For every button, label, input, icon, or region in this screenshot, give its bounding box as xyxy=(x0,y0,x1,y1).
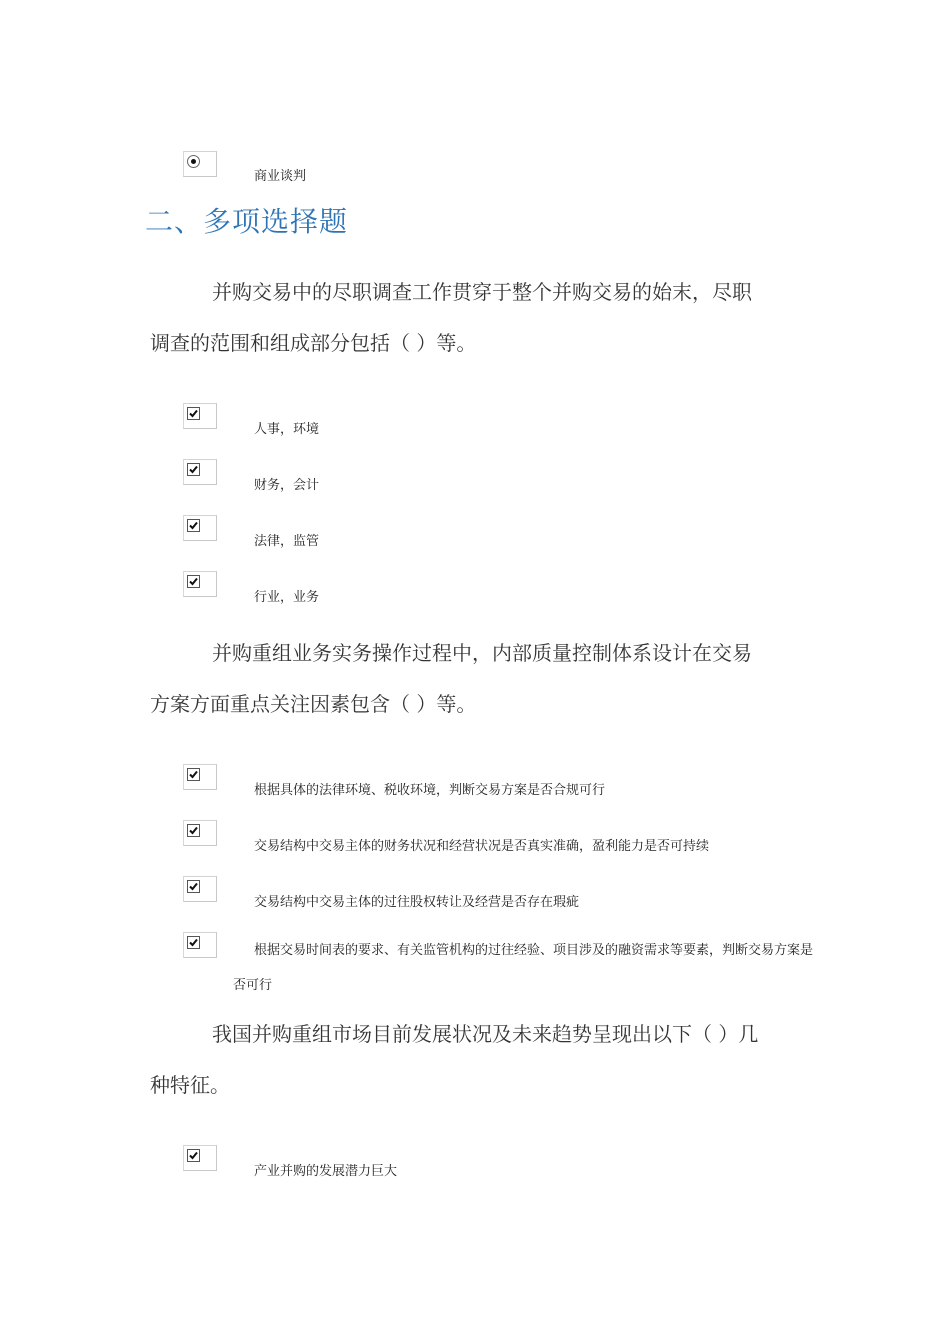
checkbox-checked-icon xyxy=(187,407,200,420)
checkbox-q1-opt4[interactable] xyxy=(183,571,217,597)
section-title: 二、多项选择题 xyxy=(145,205,349,238)
checkbox-q1-opt3[interactable] xyxy=(183,515,217,541)
option-label: 交易结构中交易主体的过往股权转让及经营是否存在瑕疵 xyxy=(254,895,580,910)
radio-商业谈判[interactable] xyxy=(183,151,217,177)
checkbox-checked-icon xyxy=(187,519,200,532)
option-label: 法律，监管 xyxy=(254,534,320,549)
option-label: 根据具体的法律环境、税收环境，判断交易方案是否合规可行 xyxy=(254,783,606,798)
checkbox-q2-opt1[interactable] xyxy=(183,764,217,790)
question-text-line2: 种特征。 xyxy=(150,1073,230,1097)
checkbox-q3-opt1[interactable] xyxy=(183,1145,217,1171)
question-text-line1: 并购重组业务实务操作过程中，内部质量控制体系设计在交易 xyxy=(212,641,752,665)
question-text-line1: 并购交易中的尽职调查工作贯穿于整个并购交易的始末，尽职 xyxy=(212,280,752,304)
option-label: 人事，环境 xyxy=(254,422,320,437)
option-label: 交易结构中交易主体的财务状况和经营状况是否真实准确，盈利能力是否可持续 xyxy=(254,839,710,854)
radio-selected-icon xyxy=(187,155,200,168)
option-label: 财务，会计 xyxy=(254,478,320,493)
checkbox-q1-opt2[interactable] xyxy=(183,459,217,485)
question-text-line2: 调查的范围和组成部分包括（ ）等。 xyxy=(150,331,477,355)
question-3 xyxy=(150,1009,810,1111)
option-label: 商业谈判 xyxy=(254,169,307,184)
option-label-continued: 否可行 xyxy=(233,978,273,993)
question-text-line2: 方案方面重点关注因素包含（ ）等。 xyxy=(150,692,477,716)
checkbox-q2-opt2[interactable] xyxy=(183,820,217,846)
question-1 xyxy=(150,267,810,369)
option-label: 根据交易时间表的要求、有关监管机构的过往经验、项目涉及的融资需求等要素，判断交易方案是 xyxy=(254,943,814,958)
question-2 xyxy=(150,628,810,730)
checkbox-q2-opt3[interactable] xyxy=(183,876,217,902)
option-label: 产业并购的发展潜力巨大 xyxy=(254,1164,398,1179)
question-text-line1: 我国并购重组市场目前发展状况及未来趋势呈现出以下（ ）几 xyxy=(212,1022,759,1046)
checkbox-q2-opt4[interactable] xyxy=(183,932,217,958)
checkbox-q1-opt1[interactable] xyxy=(183,403,217,429)
checkbox-checked-icon xyxy=(187,936,200,949)
checkbox-checked-icon xyxy=(187,575,200,588)
checkbox-checked-icon xyxy=(187,463,200,476)
checkbox-checked-icon xyxy=(187,1149,200,1162)
checkbox-checked-icon xyxy=(187,880,200,893)
checkbox-checked-icon xyxy=(187,768,200,781)
checkbox-checked-icon xyxy=(187,824,200,837)
option-label: 行业，业务 xyxy=(254,590,320,605)
